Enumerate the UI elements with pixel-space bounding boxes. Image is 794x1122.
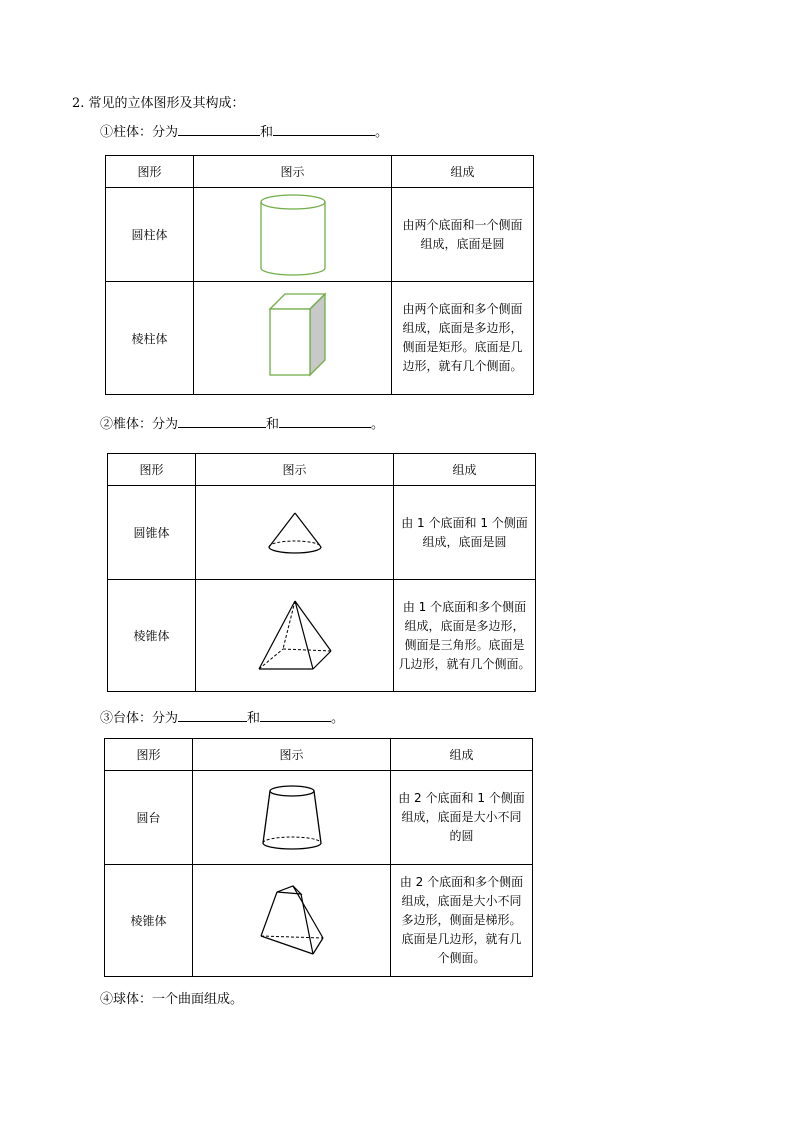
cone-prompt [100,414,384,434]
figure-cell [193,865,391,977]
figure-cell [193,771,391,865]
header-figure: 图示 [196,454,394,486]
header-shape: 图形 [106,156,194,188]
table-row [108,580,536,692]
shape-name: 圆柱体 [106,188,194,282]
answer-blank[interactable] [273,122,375,136]
desc-line: 底面是几边形，就有几 [401,932,522,946]
desc-line: 侧面是矩形。底面是几 [402,340,523,354]
desc-line: 个侧面。 [437,951,486,965]
pyramid-figure [257,599,333,673]
header-figure: 图示 [194,156,392,188]
shape-name: 棱锥体 [105,865,193,977]
table-header-row [106,156,534,188]
prompt-joiner: 和 [247,711,261,726]
table-row [106,282,534,395]
prompt-prefix: ③台体：分为 [100,711,179,726]
truncated-cone-figure [260,783,324,853]
table-row [106,188,534,282]
section-heading: 2. 常见的立体图形及其构成： [72,96,245,111]
table-row [105,865,533,977]
header-composition: 组成 [391,739,533,771]
prompt-prefix: ①柱体：分为 [100,125,179,140]
figure-cell [194,282,392,395]
truncated-pyramid-figure [259,884,325,958]
prompt-suffix: 。 [371,417,385,432]
shape-name: 棱锥体 [108,580,196,692]
header-shape: 图形 [108,454,196,486]
table-row [105,771,533,865]
header-composition: 组成 [392,156,534,188]
desc-line: 组成，底面是大小不同 [401,810,522,824]
table-header-row [105,739,533,771]
cone-figure [265,511,325,555]
desc-line: 侧面是三角形。底面是 [404,637,525,652]
column-table [105,155,534,395]
header-figure: 图示 [193,739,391,771]
column-prompt [100,122,388,142]
composition-text [392,282,534,395]
prism-figure [258,293,328,383]
figure-cell [194,188,392,282]
desc-line: 由 2 个底面和 1 个侧面 [398,791,525,805]
prompt-suffix: 。 [331,711,345,726]
desc-line: 由 2 个底面和多个侧面 [399,875,524,889]
desc-line: 由两个底面和一个侧面 [402,217,523,232]
table-header-row [108,454,536,486]
desc-line: 组成，底面是圆 [420,236,505,251]
prompt-joiner: 和 [260,125,274,140]
desc-line: 组成，底面是大小不同 [401,894,522,908]
answer-blank[interactable] [178,122,260,136]
desc-line: 几边形，就有几个侧面。 [398,656,531,671]
desc-line: 多边形，侧面是梯形。 [401,913,522,927]
cone-table [107,453,536,692]
desc-line: 边形，就有几个侧面。 [402,359,523,373]
desc-line: 由两个底面和多个侧面 [402,302,523,316]
header-composition: 组成 [394,454,536,486]
composition-text [394,486,536,580]
composition-text [391,771,533,865]
answer-blank[interactable] [279,414,371,428]
desc-line: 组成，底面是多边形， [402,321,523,335]
composition-text [394,580,536,692]
desc-line: 组成，底面是圆 [422,534,507,549]
prompt-suffix: 。 [375,125,389,140]
desc-line: 的圆 [449,829,474,843]
frustum-table [104,738,533,977]
composition-text [392,188,534,282]
table-row [108,486,536,580]
prompt-joiner: 和 [266,417,280,432]
desc-line: 由 1 个底面和 1 个侧面 [401,515,528,530]
desc-line: 组成，底面是多边形， [404,618,525,633]
shape-name: 棱柱体 [106,282,194,395]
header-shape: 图形 [105,739,193,771]
sphere-line: ④球体：一个曲面组成。 [100,992,244,1007]
answer-blank[interactable] [178,414,266,428]
shape-name: 圆锥体 [108,486,196,580]
prompt-prefix: ②椎体：分为 [100,417,179,432]
composition-text [391,865,533,977]
figure-cell [196,580,394,692]
answer-blank[interactable] [178,708,247,722]
answer-blank[interactable] [260,708,331,722]
cylinder-figure [253,192,333,278]
figure-cell [196,486,394,580]
desc-line: 由 1 个底面和多个侧面 [402,599,527,614]
shape-name: 圆台 [105,771,193,865]
frustum-prompt [100,708,344,728]
